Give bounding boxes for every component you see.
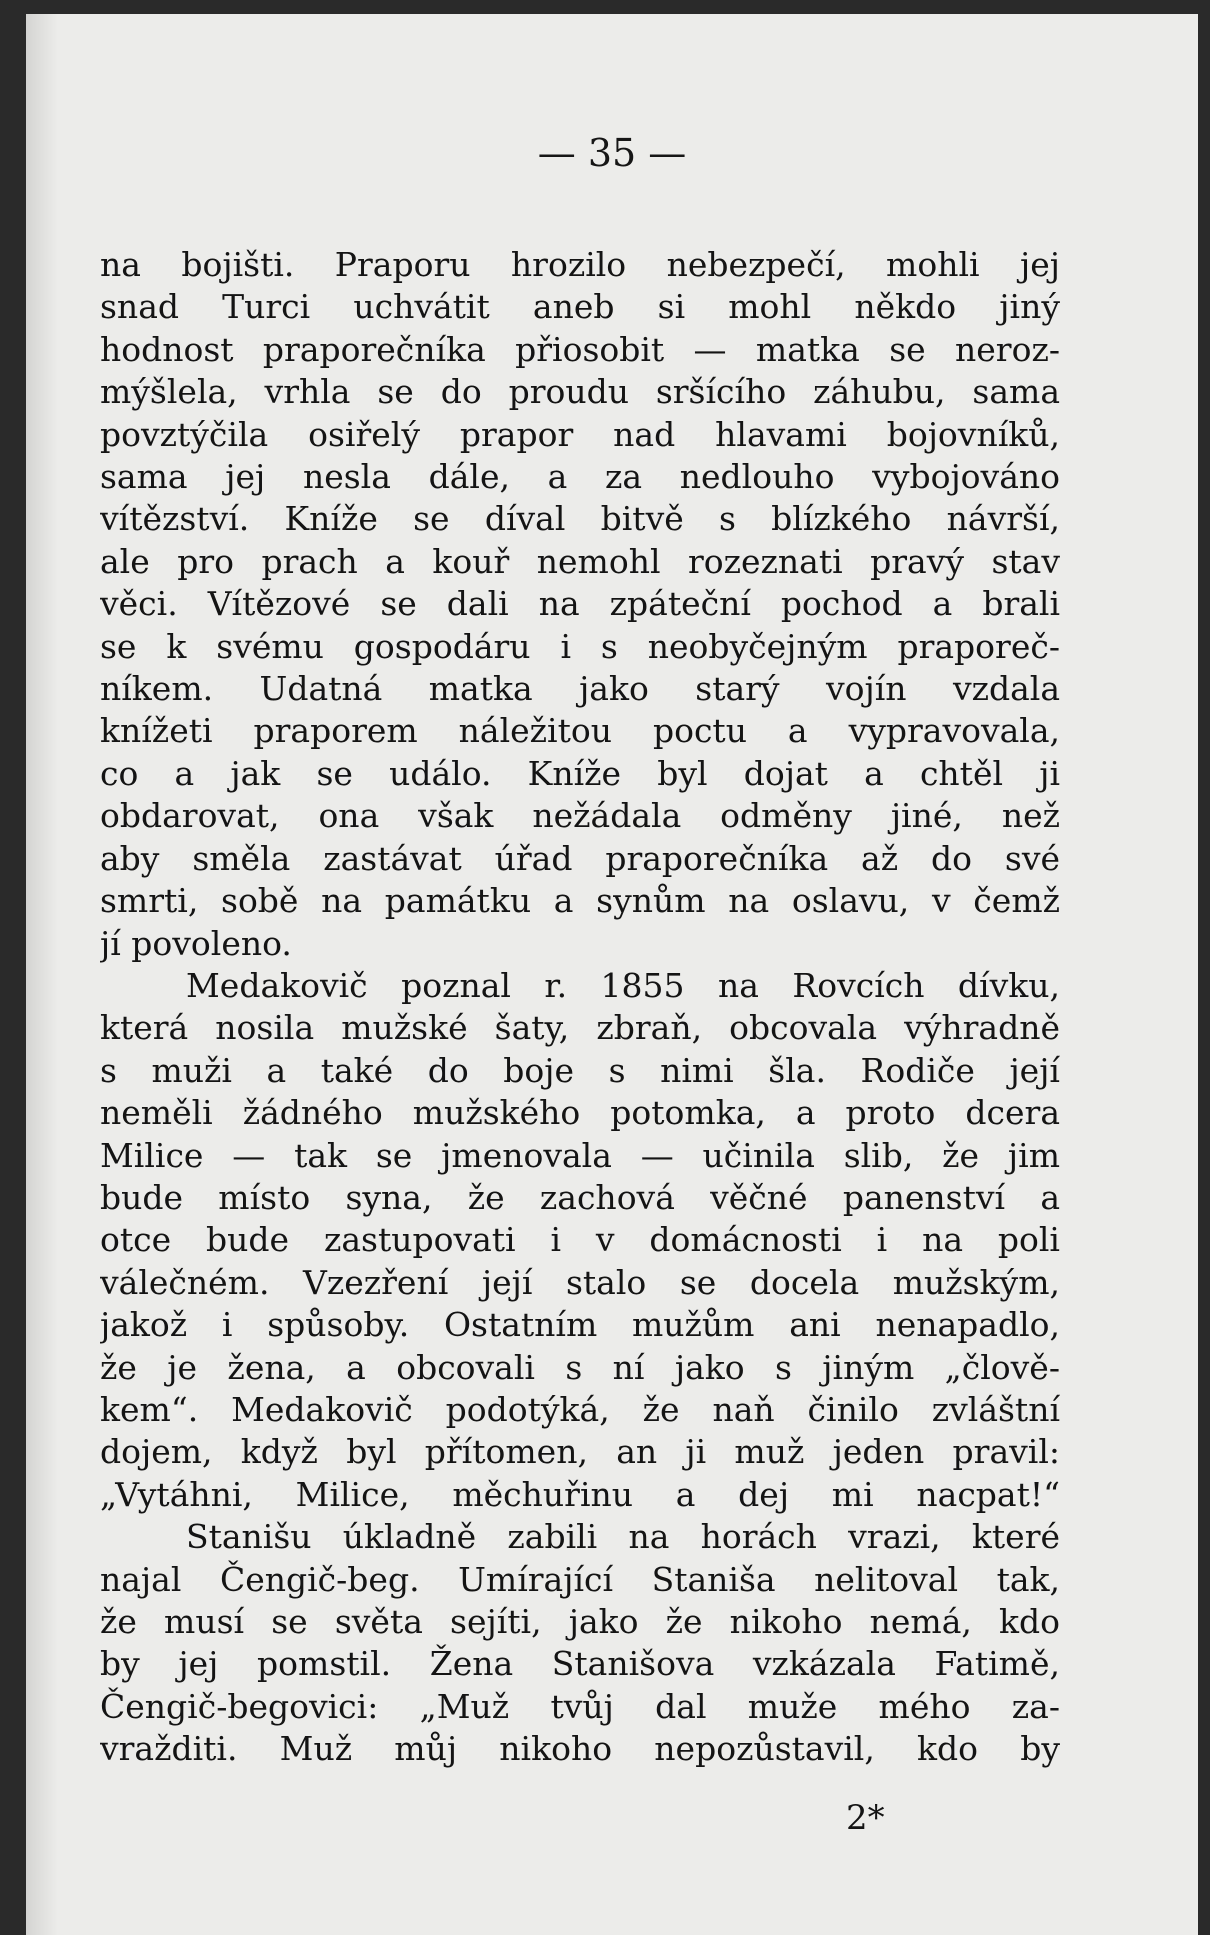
text-line: Milice — tak se jmenovala — učinila slib, že jim <box>100 1135 1060 1175</box>
text-line: sama jej nesla dále, a za nedlouho vybojováno <box>100 457 1060 497</box>
text-line: kem“. Medakovič podotýká, že naň činilo zvláštní <box>100 1389 1060 1429</box>
text-line: dojem, když byl přítomen, an ji muž jeden pravil: <box>100 1432 1060 1472</box>
text-line: co a jak se událo. Kníže byl dojat a chtěl ji <box>100 753 1060 793</box>
text-line: „Vytáhni, Milice, měchuřinu a dej mi nacpat!“ <box>100 1474 1060 1514</box>
text-line: povztýčila osiřelý prapor nad hlavami bojovníků, <box>100 414 1060 454</box>
body-text <box>100 244 1060 1771</box>
text-line: neměli žádného mužského potomka, a proto dcera <box>100 1093 1060 1133</box>
text-line: že musí se světa sejíti, jako že nikoho nemá, kdo <box>100 1602 1060 1641</box>
text-line: snad Turci uchvátit aneb si mohl někdo jiný <box>100 287 1060 327</box>
text-line: válečném. Vzezření její stalo se docela mužským, <box>100 1262 1060 1302</box>
page-number: — 35 — <box>537 131 687 175</box>
text-line: která nosila mužské šaty, zbraň, obcovala výhradně <box>100 1008 1060 1048</box>
text-line: Čengič-begovici: „Muž tvůj dal muže mého za- <box>100 1686 1060 1726</box>
text-line: na bojišti. Praporu hrozilo nebezpečí, mohli jej <box>100 245 1060 284</box>
text-line: Medakovič poznal r. 1855 na Rovcích dívku, <box>186 965 1060 1005</box>
text-line: vražditi. Muž můj nikoho nepozůstavil, kdo by <box>100 1729 1060 1769</box>
text-line: jakož i spůsoby. Ostatním mužům ani nenapadlo, <box>100 1305 1060 1345</box>
text-line: hodnost praporečníka přiosobit — matka se neroz- <box>100 329 1060 369</box>
page-gutter-shadow <box>26 14 58 1935</box>
book-page <box>26 14 1198 1935</box>
text-line: by jej pomstil. Žena Stanišova vzkázala Fatimě, <box>100 1644 1060 1684</box>
text-line: najal Čengič-beg. Umírající Staniša nelitoval tak, <box>100 1559 1060 1599</box>
text-line: ale pro prach a kouř nemohl rozeznati pravý stav <box>100 541 1060 581</box>
text-line: s muži a také do boje s nimi šla. Rodiče její <box>100 1050 1060 1090</box>
text-line: Stanišu úkladně zabili na horách vrazi, které <box>186 1517 1060 1557</box>
text-line: mýšlela, vrhla se do proudu sršícího záhubu, sama <box>100 372 1060 412</box>
text-line: jí povoleno. <box>100 923 292 963</box>
text-line: se k svému gospodáru i s neobyčejným praporeč- <box>100 626 1060 666</box>
text-line: otce bude zastupovati i v domácnosti i na poli <box>100 1220 1060 1260</box>
text-line: smrti, sobě na památku a synům na oslavu, v čemž <box>100 881 1060 921</box>
text-line: věci. Vítězové se dali na zpáteční pochod a brali <box>100 584 1060 624</box>
text-line: vítězství. Kníže se díval bitvě s blízkého návrší, <box>100 499 1060 539</box>
text-line: bude místo syna, že zachová věčné panenství a <box>100 1177 1060 1217</box>
signature-mark: 2* <box>846 1798 885 1838</box>
text-line: aby směla zastávat úřad praporečníka až do své <box>100 838 1060 878</box>
text-line: že je žena, a obcovali s ní jako s jiným „člově- <box>100 1347 1060 1387</box>
text-line: níkem. Udatná matka jako starý vojín vzdala <box>100 669 1060 709</box>
text-line: obdarovat, ona však nežádala odměny jiné, než <box>100 796 1060 836</box>
text-line: knížeti praporem náležitou poctu a vypravovala, <box>100 711 1060 751</box>
